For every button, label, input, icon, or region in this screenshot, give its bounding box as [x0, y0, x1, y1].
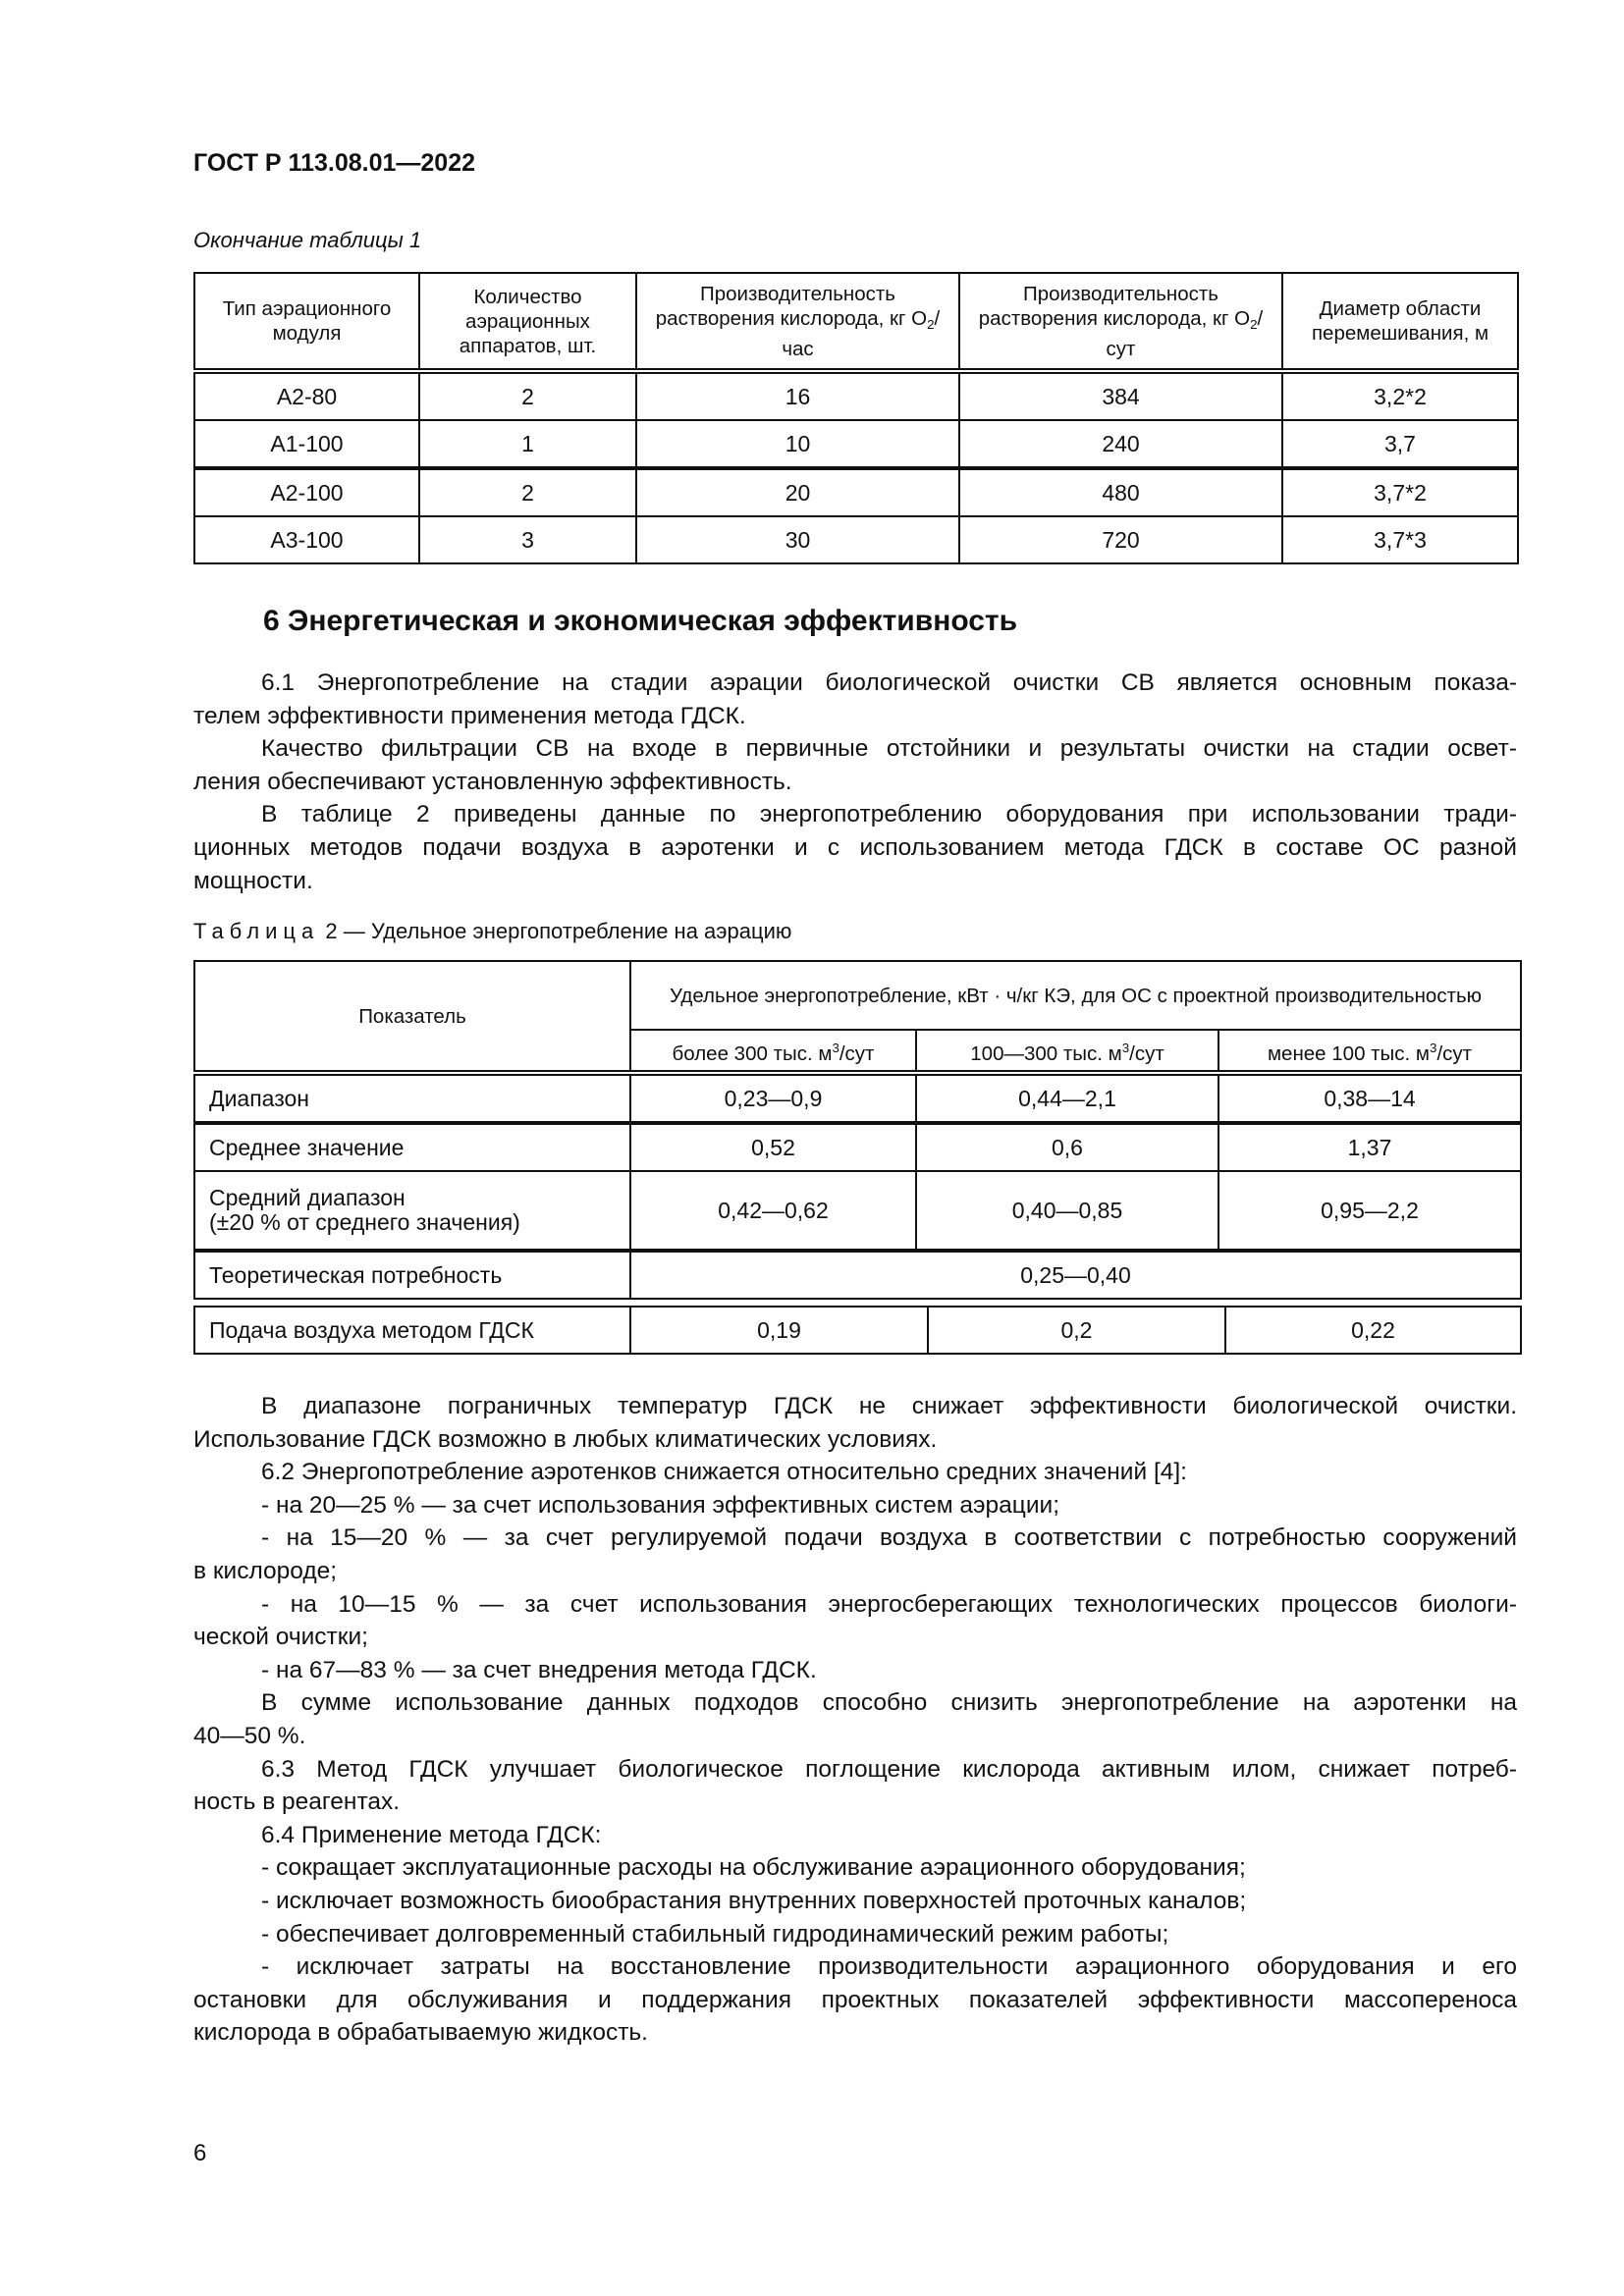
cell: 16: [636, 371, 959, 420]
table-row: [194, 1251, 1521, 1299]
table-header-row: [194, 961, 1521, 1030]
text-line: 40—50 %.: [193, 1722, 306, 1749]
cell: Средний диапазон (±20 % от среднего значения): [194, 1171, 630, 1251]
cell: 1,37: [1218, 1123, 1521, 1171]
text-line: 6.3 Метод ГДСК улучшает биологическое поглощение кислорода активным илом, снижает потреб-: [261, 1755, 1517, 1783]
text-line: - обеспечивает долговременный стабильный гидродинамический режим работы;: [261, 1920, 1169, 1948]
cell: 3,7*3: [1282, 516, 1518, 563]
table-row: [194, 1307, 1521, 1354]
table-row: [194, 516, 1518, 563]
header-cell: Удельное энергопотребление, кВт · ч/кг КЭ, для ОС с проектной производительностью: [630, 961, 1521, 1030]
header-cell: Производительность растворения кислорода, кг $O_2$/сут: [959, 273, 1282, 371]
cell: 1: [419, 420, 636, 468]
cell: 0,38—14: [1218, 1073, 1521, 1123]
cell: 3,2*2: [1282, 371, 1518, 420]
text-line: телем эффективности применения метода ГДСК.: [193, 702, 746, 729]
header-cell: Показатель: [194, 961, 630, 1073]
cell: 0,95—2,2: [1218, 1171, 1521, 1251]
cell: 0,22: [1225, 1307, 1521, 1354]
cell: 480: [959, 468, 1282, 516]
table-row: [194, 468, 1518, 516]
table-2-last-row: [193, 1306, 1522, 1355]
cell: 720: [959, 516, 1282, 563]
text-line: - исключает затраты на восстановление производительности аэрационного оборудования и его: [261, 1953, 1517, 1981]
text-line: ческой очистки;: [193, 1624, 368, 1651]
text-line: 6.1 Энергопотребление на стадии аэрации биологической очистки СВ является основным показа-: [261, 669, 1517, 696]
text-line: ность в реагентах.: [193, 1789, 401, 1816]
table-row: [194, 1073, 1521, 1123]
cell: 2: [419, 371, 636, 420]
cell: 3: [419, 516, 636, 563]
cell: 0,42—0,62: [630, 1171, 916, 1251]
cell: 0,2: [928, 1307, 1225, 1354]
cell: Подача воздуха методом ГДСК: [194, 1307, 630, 1354]
text-line: В таблице 2 приведены данные по энергопотреблению оборудования при использовании тради-: [261, 801, 1517, 828]
table-1: [193, 272, 1519, 564]
text-line: Использование ГДСК возможно в любых климатических условиях.: [193, 1425, 938, 1453]
cell: 10: [636, 420, 959, 468]
cell: 20: [636, 468, 959, 516]
text-line: - на 15—20 % — за счет регулируемой подачи воздуха в соответствии с потребностью сооружений: [261, 1524, 1517, 1552]
text-line: - исключает возможность биообрастания внутренних поверхностей проточных каналов;: [261, 1887, 1247, 1914]
cell: А1-100: [194, 420, 419, 468]
table-row: [194, 420, 1518, 468]
cell: Среднее значение: [194, 1123, 630, 1171]
cell: 3,7: [1282, 420, 1518, 468]
header-cell: Количество аэрационных аппаратов, шт.: [419, 273, 636, 371]
text-line: 6.4 Применение метода ГДСК:: [261, 1821, 602, 1848]
cell: 0,19: [630, 1307, 928, 1354]
header-cell: более 300 тыс. $м^3$/сут: [630, 1030, 916, 1073]
section-paragraphs: [193, 667, 1517, 897]
cell: Теоретическая потребность: [194, 1251, 630, 1299]
cell: А2-100: [194, 468, 419, 516]
table1-continuation: Окончание таблицы 1: [193, 228, 422, 252]
header-cell: менее 100 тыс. $м^3$/сут: [1218, 1030, 1521, 1073]
text-line: В сумме использование данных подходов способно снизить энергопотребление на аэротенки на: [261, 1689, 1517, 1717]
header-cell: Диаметр области перемешивания, м: [1282, 273, 1518, 371]
table2-caption: Таблица 2 — Удельное энергопотребление на аэрацию: [193, 919, 792, 943]
cell: 240: [959, 420, 1282, 468]
text-line: ционных методов подачи воздуха в аэротенки и с использованием метода ГДСК в составе ОС разной: [193, 833, 1517, 861]
text-line: - сокращает эксплуатационные расходы на обслуживание аэрационного оборудования;: [261, 1854, 1246, 1882]
document-header: ГОСТ Р 113.08.01—2022: [193, 149, 476, 177]
cell: 0,44—2,1: [916, 1073, 1218, 1123]
cell: 384: [959, 371, 1282, 420]
text-line: - на 20—25 % — за счет использования эффективных систем аэрации;: [261, 1491, 1060, 1519]
text-line: кислорода в обрабатываемую жидкость.: [193, 2019, 648, 2047]
cell: 0,23—0,9: [630, 1073, 916, 1123]
header-cell: Производительность растворения кислорода, кг $O_2$/час: [636, 273, 959, 371]
text-line: - на 10—15 % — за счет использования энергосберегающих технологических процессов биологи-: [261, 1590, 1517, 1618]
after-table-paragraphs: [193, 1390, 1517, 2050]
header-cell: Тип аэрационного модуля: [194, 273, 419, 371]
cell: 0,52: [630, 1123, 916, 1171]
cell: Диапазон: [194, 1073, 630, 1123]
text-line: Качество фильтрации СВ на входе в первичные отстойники и результаты очистки на стадии освет-: [261, 735, 1517, 763]
cell: 3,7*2: [1282, 468, 1518, 516]
text-line: 6.2 Энергопотребление аэротенков снижается относительно средних значений [4]:: [261, 1459, 1187, 1486]
text-line: ления обеспечивают установленную эффективность.: [193, 768, 792, 795]
text-line: остановки для обслуживания и поддержания проектных показателей эффективности массопереноса: [193, 1986, 1517, 2013]
table-2: [193, 960, 1522, 1300]
text-line: в кислороде;: [193, 1557, 338, 1584]
cell: А2-80: [194, 371, 419, 420]
table-row: [194, 1123, 1521, 1171]
text-line: - на 67—83 % — за счет внедрения метода ГДСК.: [261, 1656, 817, 1683]
section-title: 6 Энергетическая и экономическая эффективность: [263, 605, 1018, 637]
cell: 30: [636, 516, 959, 563]
cell: А3-100: [194, 516, 419, 563]
text-line: мощности.: [193, 867, 313, 894]
cell: 0,40—0,85: [916, 1171, 1218, 1251]
header-cell: 100—300 тыс. $м^3$/сут: [916, 1030, 1218, 1073]
cell: 0,25—0,40: [630, 1251, 1521, 1299]
cell: 0,6: [916, 1123, 1218, 1171]
table-header-row: [194, 273, 1518, 371]
table-row: [194, 371, 1518, 420]
table-row: [194, 1171, 1521, 1251]
cell: 2: [419, 468, 636, 516]
text-line: В диапазоне пограничных температур ГДСК не снижает эффективности биологической очистки.: [261, 1393, 1517, 1419]
page-number: 6: [193, 2140, 207, 2166]
